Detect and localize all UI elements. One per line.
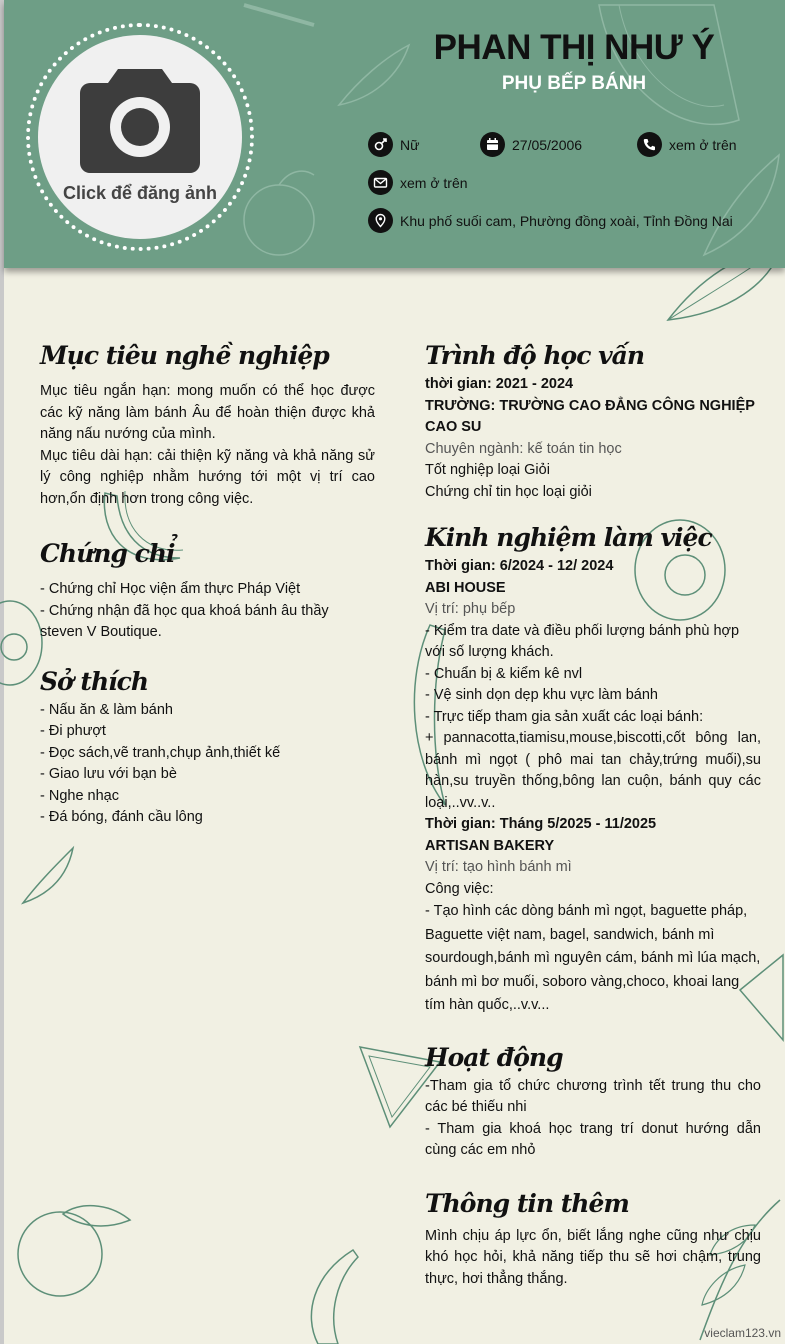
experience-task: - Tạo hình các dòng bánh mì ngọt, baguette pháp, Baguette việt nam, bagel, sandwich, bánh mì sourdough,bánh mì nguyên cám, bánh mì lúa mạch, bánh mì bơ muối, soboro vàng,choco, khoai lang tím hàn quốc,..v.v... xyxy=(425,903,761,1013)
experience-company: ABI HOUSE xyxy=(425,579,506,596)
email-icon xyxy=(368,170,393,195)
phone-value: xem ở trên xyxy=(669,136,737,153)
birthday-value: 27/05/2006 xyxy=(512,136,583,153)
left-column xyxy=(40,338,375,829)
camera-icon xyxy=(78,67,202,175)
experience-time: Thời gian: Tháng 5/2025 - 11/2025 xyxy=(425,816,657,832)
experience-section xyxy=(425,520,761,1018)
banana-decoration-icon xyxy=(298,1245,368,1344)
education-detail: Tốt nghiệp loại Giỏi xyxy=(425,462,550,478)
gender-value: Nữ xyxy=(400,136,420,153)
experience-task: - Kiểm tra date và điều phối lượng bánh phù hợp với số lượng khách. xyxy=(425,622,740,660)
hobby-item: - Đọc sách,vẽ tranh,chụp ảnh,thiết kế xyxy=(40,744,281,761)
experience-task: + pannacotta,tiamisu,mouse,biscotti,cốt bông lan, bánh mì ngọt ( phô mai tan chảy,trứng muối),su hàn,su truyền thống,bông lan cuộn, bánh quy các loại,..vv..v.. xyxy=(425,730,761,811)
avocado-decoration-icon xyxy=(0,595,45,690)
career-objective-title: Mục tiêu nghề nghiệp xyxy=(40,341,329,370)
experience-time: Thời gian: 6/2024 - 12/ 2024 xyxy=(425,558,614,574)
email-value: xem ở trên xyxy=(400,174,468,191)
certificates-title: Chứng chỉ xyxy=(40,539,175,568)
certificate-item: - Chứng chỉ Học viện ẩm thực Pháp Việt xyxy=(40,581,301,597)
hobby-item: - Nấu ăn & làm bánh xyxy=(40,701,173,718)
location-pin-icon xyxy=(368,208,393,233)
experience-position: Vị trí: tạo hình bánh mì xyxy=(425,859,572,875)
hobby-item: - Nghe nhạc xyxy=(40,787,119,804)
career-objective-section xyxy=(40,338,375,510)
certificates-section xyxy=(40,536,375,644)
education-title: Trình độ học vấn xyxy=(425,341,645,370)
objective-long-term: Mục tiêu dài hạn: cải thiện kỹ năng và khả năng sử lý công nghiệp nhằm hướng tới một vị trí cao hơn,ổn định hơn trong công việc. xyxy=(40,447,375,507)
experience-task: - Chuẩn bị & kiểm kê nvl xyxy=(425,665,583,682)
experience-task: - Vệ sinh dọn dẹp khu vực làm bánh xyxy=(425,687,658,703)
orange-decoration-icon xyxy=(8,1192,138,1302)
right-column xyxy=(425,338,761,1290)
experience-company: ARTISAN BAKERY xyxy=(425,837,555,854)
hobbies-section xyxy=(40,664,375,829)
more-info-section xyxy=(425,1186,761,1291)
avatar-upload[interactable] xyxy=(38,35,242,239)
education-major: Chuyên ngành: kế toán tin học xyxy=(425,440,622,457)
gender-icon xyxy=(368,132,393,157)
gender-info xyxy=(368,132,419,157)
job-title: PHỤ BẾP BÁNH xyxy=(501,73,647,94)
education-section xyxy=(425,338,761,503)
phone-icon xyxy=(637,132,662,157)
phone-info xyxy=(637,132,737,157)
footer-brand: vieclam123.vn xyxy=(704,1326,781,1340)
candidate-name: PHAN THỊ NHƯ Ý xyxy=(433,28,715,67)
experience-title: Kinh nghiệm làm việc xyxy=(425,523,712,552)
activities-section xyxy=(425,1040,761,1162)
profile-header xyxy=(4,0,785,268)
hobby-item: - Giao lưu với bạn bè xyxy=(40,766,177,782)
education-time: thời gian: 2021 - 2024 xyxy=(425,376,574,392)
activity-item: -Tham gia tổ chức chương trình tết trung thu cho các bé thiếu nhi xyxy=(425,1077,761,1115)
leaf-decoration-icon xyxy=(18,843,78,908)
orange-decoration-icon xyxy=(234,160,324,260)
hobbies-title: Sở thích xyxy=(40,666,149,696)
birthday-info xyxy=(480,132,582,157)
hobby-item: - Đá bóng, đánh cầu lông xyxy=(40,809,203,825)
experience-position: Vị trí: phụ bếp xyxy=(425,601,516,617)
experience-entry xyxy=(425,814,761,1018)
experience-task: Công việc: xyxy=(425,880,494,897)
education-school: TRƯỜNG: TRƯỜNG CAO ĐẲNG CÔNG NGHIỆP CAO SU xyxy=(425,397,755,435)
experience-task: - Trực tiếp tham gia sản xuất các loại bánh: xyxy=(425,708,704,725)
education-detail: Chứng chỉ tin học loại giỏi xyxy=(425,483,592,500)
certificate-item: - Chứng nhận đã học qua khoá bánh âu thầy steven V Boutique. xyxy=(40,602,329,640)
activity-item: - Tham gia khoá học trang trí donut hướng dẫn cùng các em nhỏ xyxy=(425,1120,761,1158)
email-info xyxy=(368,170,468,195)
more-info-title: Thông tin thêm xyxy=(425,1188,629,1218)
address-value: Khu phố suối cam, Phường đồng xoài, Tỉnh Đồng Nai xyxy=(400,212,733,229)
knife-decoration-icon xyxy=(239,0,319,30)
objective-short-term: Mục tiêu ngắn hạn: mong muốn có thể học được các kỹ năng làm bánh Âu để hoàn thiện được khả năng nấu nướng của mình. xyxy=(40,383,375,442)
activities-title: Hoạt động xyxy=(425,1042,563,1072)
experience-entry xyxy=(425,556,761,814)
more-info-text: Mình chịu áp lực ổn, biết lắng nghe cũng như chịu khó học hỏi, khả năng tiếp thu sẽ hơi chậm, trung thực, hơi thẳng thắng. xyxy=(425,1227,761,1287)
hobby-item: - Đi phượt xyxy=(40,723,106,739)
calendar-icon xyxy=(480,132,505,157)
address-info xyxy=(368,208,733,233)
avatar-upload-label: Click để đăng ảnh xyxy=(62,183,218,203)
leaf-decoration-icon xyxy=(694,150,784,260)
